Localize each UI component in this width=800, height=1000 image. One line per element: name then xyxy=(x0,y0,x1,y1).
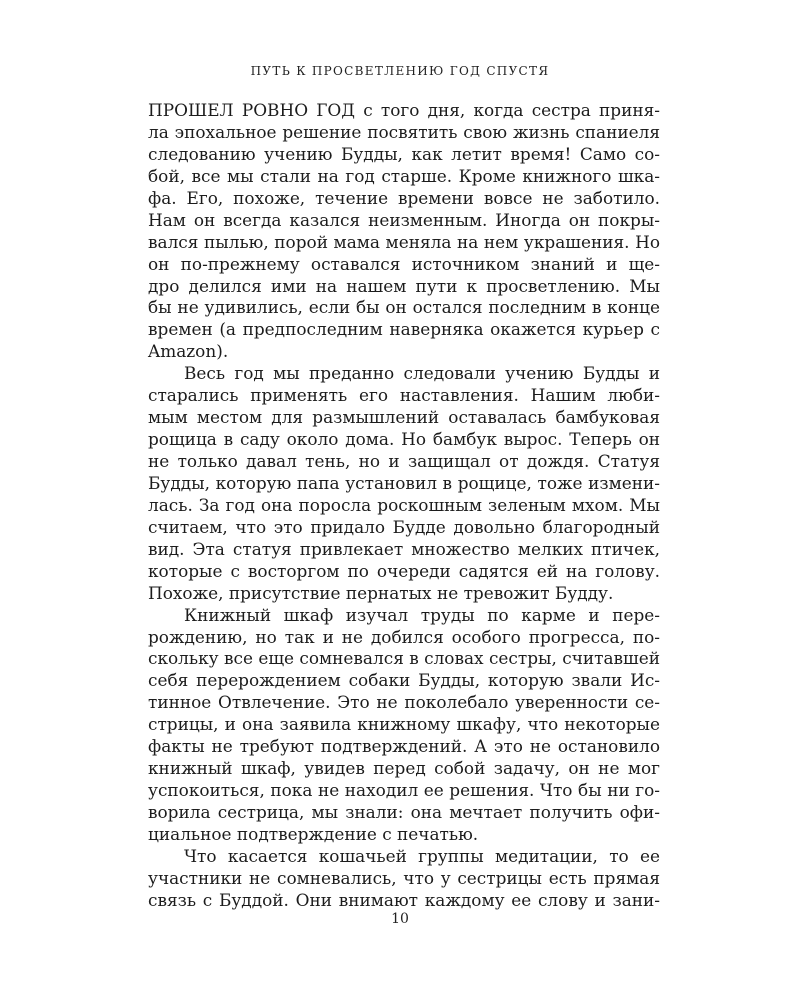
text-line: которые с восторгом по очереди садятся ей на голову. xyxy=(148,560,660,581)
text-line: факты не требуют подтверждений. А это не остановило xyxy=(148,736,660,757)
text-line: вался пылью, порой мама меняла на нем украшения. Но xyxy=(148,231,660,252)
text-line: не только давал тень, но и защищал от дождя. Статуя xyxy=(148,451,660,471)
text-line: Будды, которую папа установил в рощице, тоже измени- xyxy=(148,472,660,493)
text-line: Весь год мы преданно следовали учению Будды и xyxy=(184,363,660,384)
text-line: Amazon). xyxy=(148,341,229,362)
text-line: Что касается кошачьей группы медитации, то ее xyxy=(184,845,660,866)
text-line: следованию учению Будды, как летит время! Само со- xyxy=(148,143,660,164)
text-line: скольку все еще сомневался в словах сестры, считавшей xyxy=(148,648,660,669)
text-line: циальное подтверждение с печатью. xyxy=(148,823,479,844)
text-line: Нам он всегда казался неизменным. Иногда он покры- xyxy=(148,209,660,230)
text-line: рощица в саду около дома. Но бамбук вырос. Теперь он xyxy=(148,429,660,450)
text-line: успокоиться, пока не находил ее решения. Что бы ни го- xyxy=(148,780,660,801)
text-line: бы не удивились, если бы он остался последним в конце xyxy=(148,297,660,318)
text-line: считаем, что это придало Будде довольно благородный xyxy=(148,516,660,537)
text-line: Похоже, присутствие пернатых не тревожит Будду. xyxy=(148,582,614,603)
text-line: Книжный шкаф изучал труды по карме и пере- xyxy=(184,604,660,625)
text-line: бой, все мы стали на год старше. Кроме книжного шка- xyxy=(148,165,660,186)
text-line: ПРОШЕЛ РОВНО ГОД с того дня, когда сестра приня- xyxy=(148,100,660,120)
text-line: лась. За год она поросла роскошным зеленым мхом. Мы xyxy=(148,494,660,515)
text-line: тинное Отвлечение. Это не поколебало уверенности се- xyxy=(148,692,660,713)
body-text xyxy=(148,100,660,912)
text-line: вид. Эта статуя привлекает множество мелких птичек, xyxy=(148,538,660,559)
text-line: мым местом для размышлений оставалась бамбуковая xyxy=(148,407,660,428)
text-line: он по-прежнему оставался источником знаний и ще- xyxy=(148,253,660,274)
text-line: стрицы, и она заявила книжному шкафу, что некоторые xyxy=(148,714,660,735)
text-line: себя перерождением собаки Будды, которую звали Ис- xyxy=(148,670,660,691)
page-number: 10 xyxy=(391,911,409,927)
text-line: фа. Его, похоже, течение времени вовсе не заботило. xyxy=(148,187,660,208)
text-line: старались применять его наставления. Нашим люби- xyxy=(148,385,660,406)
text-line: ла эпохальное решение посвятить свою жизнь спаниеля xyxy=(148,121,660,142)
text-line: участники не сомневались, что у сестрицы есть прямая xyxy=(148,867,660,888)
text-line: времен (а предпоследним наверняка окажется курьер с xyxy=(148,319,660,340)
text-line: рождению, но так и не добился особого прогресса, по- xyxy=(148,626,660,647)
text-line: ворила сестрица, мы знали: она мечтает получить офи- xyxy=(148,802,660,822)
text-line: книжный шкаф, увидев перед собой задачу, он не мог xyxy=(148,758,660,779)
running-head: ПУТЬ К ПРОСВЕТЛЕНИЮ ГОД СПУСТЯ xyxy=(250,64,550,78)
text-line: дро делился ими на нашем пути к просветлению. Мы xyxy=(148,275,660,296)
text-line: связь с Буддой. Они внимают каждому ее слову и зани- xyxy=(148,889,660,910)
